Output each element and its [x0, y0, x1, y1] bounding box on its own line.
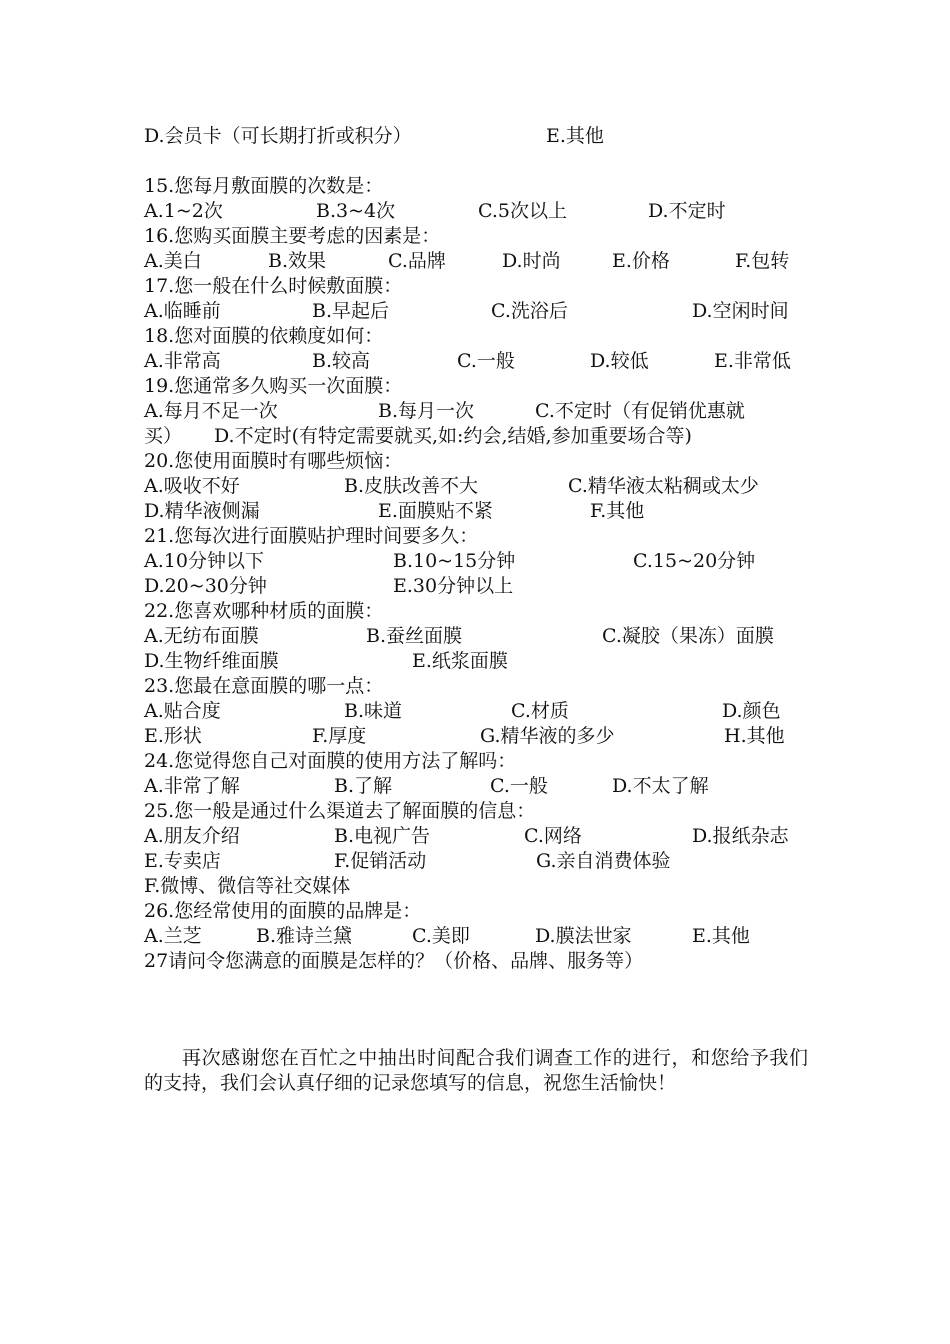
option: A.1~2次 — [144, 200, 223, 222]
question-text — [0, 374, 950, 400]
option: B.3~4次 — [316, 200, 396, 222]
option: B.皮肤改善不大 — [344, 475, 479, 497]
option-row — [0, 249, 950, 275]
option: B.较高 — [312, 350, 371, 372]
option: C.5次以上 — [478, 200, 567, 222]
option: D.20~30分钟 — [144, 575, 267, 597]
option: E.30分钟以上 — [393, 575, 514, 597]
option: D.生物纤维面膜 — [144, 650, 279, 672]
question-text — [0, 449, 950, 475]
option-row — [0, 624, 950, 650]
option-row — [0, 774, 950, 800]
option-row — [0, 474, 950, 500]
question-text — [0, 799, 950, 825]
option: D.精华液侧漏 — [144, 500, 260, 522]
option-row — [0, 299, 950, 325]
option: A.10分钟以下 — [144, 550, 264, 572]
option: C.不定时（有促销优惠就 — [535, 400, 745, 422]
option: C.15~20分钟 — [633, 550, 756, 572]
question-label: 22.您喜欢哪种材质的面膜： — [144, 600, 384, 622]
question-label: 21.您每次进行面膜贴护理时间要多久： — [144, 525, 479, 547]
question-label: 19.您通常多久购买一次面膜： — [144, 375, 403, 397]
option-row — [0, 549, 950, 575]
option: B.效果 — [268, 250, 327, 272]
question-text — [0, 599, 950, 625]
option: C.精华液太粘稠或太少 — [568, 475, 759, 497]
option: F.包转 — [735, 250, 790, 272]
option-row — [0, 849, 950, 875]
option: F.其他 — [590, 500, 645, 522]
question-label: 15.您每月敷面膜的次数是： — [144, 175, 384, 197]
question-text — [0, 899, 950, 925]
option: C.材质 — [511, 700, 569, 722]
option: D.空闲时间 — [692, 300, 789, 322]
option: D.会员卡（可长期打折或积分） — [144, 125, 412, 147]
option: E.形状 — [144, 725, 202, 747]
question-text — [0, 224, 950, 250]
option: C.品牌 — [388, 250, 446, 272]
question-text — [0, 949, 950, 975]
option: C.洗浴后 — [491, 300, 568, 322]
question-label: 18.您对面膜的依赖度如何： — [144, 325, 384, 347]
question-label: 26.您经常使用的面膜的品牌是： — [144, 900, 422, 922]
option: B.每月一次 — [378, 400, 475, 422]
option: D.膜法世家 — [535, 925, 632, 947]
option: A.临睡前 — [144, 300, 221, 322]
option-row — [0, 424, 950, 450]
option: C.美即 — [412, 925, 470, 947]
option: E.价格 — [612, 250, 670, 272]
option: C.网络 — [524, 825, 582, 847]
option: G.精华液的多少 — [480, 725, 615, 747]
option: D.时尚 — [502, 250, 561, 272]
option: C.凝胶（果冻）面膜 — [602, 625, 774, 647]
question-text — [0, 174, 950, 200]
option: D.不太了解 — [612, 775, 709, 797]
option-row — [0, 924, 950, 950]
option: E.纸浆面膜 — [412, 650, 508, 672]
option: B.早起后 — [312, 300, 390, 322]
question-label: 17.您一般在什么时候敷面膜： — [144, 275, 403, 297]
option-row — [0, 824, 950, 850]
option: D.不定时 — [648, 200, 726, 222]
option: G.亲自消费体验 — [536, 850, 671, 872]
option: E.其他 — [692, 925, 750, 947]
option: E.面膜贴不紧 — [378, 500, 493, 522]
option: A.每月不足一次 — [144, 400, 278, 422]
question-label: 23.您最在意面膜的哪一点： — [144, 675, 384, 697]
question-text — [0, 524, 950, 550]
option: H.其他 — [724, 725, 785, 747]
option: D.较低 — [590, 350, 649, 372]
option-row — [0, 499, 950, 525]
option: B.了解 — [334, 775, 393, 797]
option-row — [0, 649, 950, 675]
option-row — [0, 699, 950, 725]
option-row — [0, 874, 950, 900]
option: E.其他 — [546, 125, 604, 147]
option-row — [0, 199, 950, 225]
option-row — [0, 349, 950, 375]
option: D.颜色 — [722, 700, 781, 722]
option: B.电视广告 — [334, 825, 431, 847]
closing-paragraph: 再次感谢您在百忙之中抽出时间配合我们调查工作的进行，和您给予我们的支持，我们会认真仔细的记录您填写的信息，祝您生活愉快！ — [144, 1047, 808, 1094]
option: 买） — [144, 425, 183, 447]
option: B.蚕丝面膜 — [366, 625, 463, 647]
option: E.专卖店 — [144, 850, 221, 872]
option: C.一般 — [490, 775, 548, 797]
option: F.促销活动 — [334, 850, 427, 872]
option: A.兰芝 — [144, 925, 202, 947]
option-row — [0, 124, 950, 150]
option-row — [0, 724, 950, 750]
question-label: 20.您使用面膜时有哪些烦恼： — [144, 450, 403, 472]
option: D.不定时(有特定需要就买,如:约会,结婚,参加重要场合等) — [214, 425, 692, 447]
option: D.报纸杂志 — [692, 825, 789, 847]
option: F.厚度 — [312, 725, 367, 747]
question-label: 27请问令您满意的面膜是怎样的？（价格、品牌、服务等） — [144, 950, 644, 972]
option: A.朋友介绍 — [144, 825, 240, 847]
option-row — [0, 399, 950, 425]
option: A.非常了解 — [144, 775, 240, 797]
question-text — [0, 324, 950, 350]
option: B.雅诗兰黛 — [256, 925, 353, 947]
question-label: 16.您购买面膜主要考虑的因素是： — [144, 225, 441, 247]
question-label: 25.您一般是通过什么渠道去了解面膜的信息： — [144, 800, 536, 822]
option: E.非常低 — [714, 350, 791, 372]
option: A.贴合度 — [144, 700, 221, 722]
option: A.美白 — [144, 250, 202, 272]
option-row — [0, 574, 950, 600]
question-label: 24.您觉得您自己对面膜的使用方法了解吗： — [144, 750, 517, 772]
option: A.吸收不好 — [144, 475, 240, 497]
option: A.无纺布面膜 — [144, 625, 259, 647]
option: B.味道 — [344, 700, 403, 722]
question-text — [0, 274, 950, 300]
option: C.一般 — [457, 350, 515, 372]
option: A.非常高 — [144, 350, 221, 372]
question-text — [0, 674, 950, 700]
option: B.10~15分钟 — [393, 550, 516, 572]
option: F.微博、微信等社交媒体 — [144, 875, 351, 897]
question-text — [0, 749, 950, 775]
